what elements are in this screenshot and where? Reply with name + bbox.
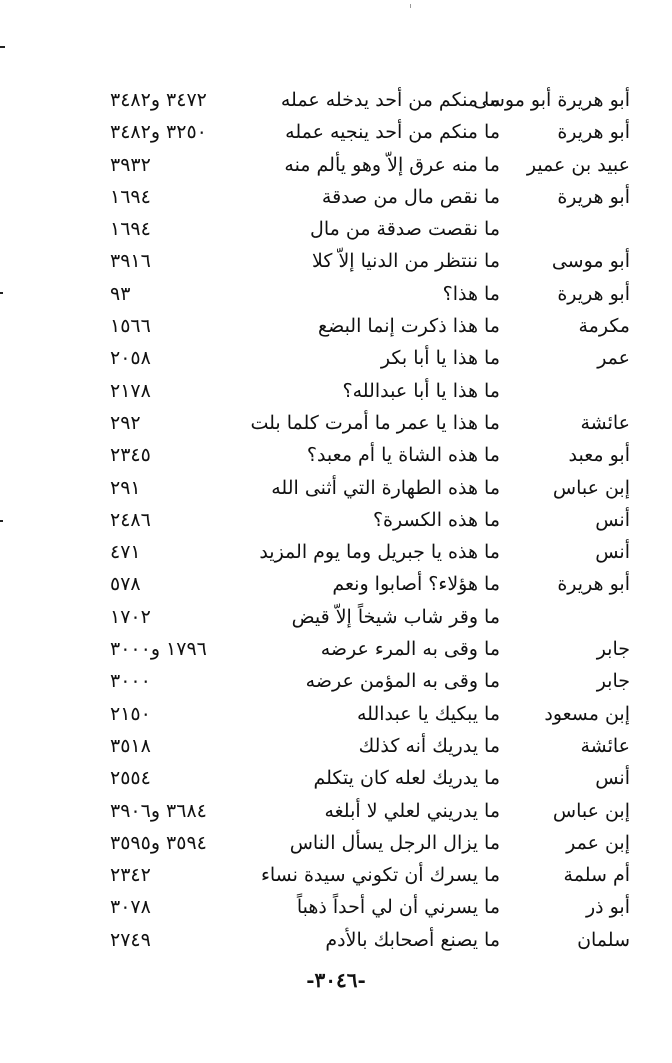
narrator-name: جابر	[596, 670, 630, 693]
hadith-incipit: ما هذه يا جبريل وما يوم المزيد	[259, 541, 500, 564]
index-row	[100, 407, 630, 439]
hadith-reference-number: ١٧٠٢	[110, 605, 151, 628]
narrator-name: جابر	[596, 638, 630, 661]
narrator-name: أنس	[595, 767, 630, 790]
hadith-incipit: ما يدريك لعله كان يتكلم	[313, 767, 500, 790]
hadith-reference-number: ٢١٥٠	[110, 702, 151, 725]
hadith-incipit: ما هذا يا أبا عبدالله؟	[342, 379, 500, 402]
hadith-incipit: ما يصنع أصحابك بالأدم	[325, 928, 500, 951]
index-row	[100, 84, 630, 116]
narrator-name: إبن مسعود	[544, 702, 630, 725]
hadith-incipit: ما يدريني لعلي لا أبلغه	[324, 799, 500, 822]
hadith-reference-number: ٢٩١	[110, 476, 141, 499]
hadith-reference-number: ٣٢٥٠ و٣٤٨٢	[110, 121, 207, 144]
index-row	[100, 924, 630, 956]
hadith-reference-number: ٣٥١٨	[110, 734, 151, 757]
page-number: -٣٠٤٦-	[306, 968, 366, 992]
narrator-name: أبو هريرة	[557, 185, 630, 208]
hadith-incipit: ما هذا يا عمر ما أمرت كلما بلت	[250, 411, 500, 434]
hadith-incipit: ما هذا يا أبا بكر	[380, 347, 500, 370]
hadith-incipit: ما نقص مال من صدقة	[321, 185, 500, 208]
narrator-name: أبو ذر	[585, 896, 630, 919]
hadith-reference-number: ٥٧٨	[110, 573, 141, 596]
narrator-name: أبو هريرة	[557, 282, 630, 305]
index-row	[100, 827, 630, 859]
hadith-incipit: ما هذا؟	[442, 282, 500, 305]
narrator-name: إبن عباس	[552, 799, 630, 822]
hadith-reference-number: ٢٥٥٤	[110, 767, 151, 790]
narrator-name: أم سلمة	[563, 864, 630, 887]
scan-edge-mark	[0, 46, 5, 48]
hadith-reference-number: ٣٦٨٤ و٣٩٠٦	[110, 799, 207, 822]
hadith-reference-number: ٣٩٣٢	[110, 153, 151, 176]
index-row	[100, 891, 630, 923]
hadith-reference-number: ٢٩٢	[110, 411, 141, 434]
index-row	[100, 504, 630, 536]
hadith-reference-number: ٢٧٤٩	[110, 928, 151, 951]
narrator-name: أنس	[595, 508, 630, 531]
hadith-reference-number: ٣٠٠٠	[110, 670, 151, 693]
narrator-name: عائشة	[580, 411, 630, 434]
hadith-incipit: ما هذه الشاة يا أم معبد؟	[306, 444, 500, 467]
hadith-incipit: ما يبكيك يا عبدالله	[356, 702, 500, 725]
hadith-reference-number: ٣٩١٦	[110, 250, 151, 273]
narrator-name: أبو موسى	[551, 250, 630, 273]
hadith-incipit: ما يسرك أن تكوني سيدة نساء	[260, 864, 500, 887]
hadith-incipit: ما نقصت صدقة من مال	[310, 218, 500, 241]
index-row	[100, 213, 630, 245]
index-row	[100, 310, 630, 342]
hadith-reference-number: ٩٣	[110, 282, 131, 305]
scan-edge-mark	[410, 4, 411, 8]
hadith-reference-number: ٢٣٤٥	[110, 444, 151, 467]
hadith-reference-number: ٢٤٨٦	[110, 508, 151, 531]
hadith-incipit: ما هذه الطهارة التي أثنى الله	[271, 476, 500, 499]
index-row	[100, 375, 630, 407]
narrator-name: أبو هريرة	[557, 573, 630, 596]
hadith-reference-number: ١٥٦٦	[110, 315, 151, 338]
narrator-name: عمر	[597, 347, 630, 370]
hadith-reference-number: ٣٥٩٤ و٣٥٩٥	[110, 831, 207, 854]
hadith-incipit: ما يسرني أن لي أحداً ذهباً	[296, 896, 500, 919]
index-row	[100, 795, 630, 827]
index-row	[100, 181, 630, 213]
index-row	[100, 859, 630, 891]
index-row	[100, 665, 630, 697]
index-row	[100, 342, 630, 374]
hadith-index-table	[100, 84, 630, 956]
index-row	[100, 472, 630, 504]
hadith-incipit: ما ننتظر من الدنيا إلاّ كلا	[312, 250, 500, 273]
hadith-incipit: ما هذه الكسرة؟	[372, 508, 500, 531]
hadith-incipit: ما يزال الرجل يسأل الناس	[289, 831, 500, 854]
hadith-incipit: ما منكم من أحد ينجيه عمله	[285, 121, 500, 144]
hadith-reference-number: ٢١٧٨	[110, 379, 151, 402]
index-row	[100, 116, 630, 148]
narrator-name: سلمان	[577, 928, 630, 951]
hadith-reference-number: ١٦٩٤	[110, 185, 151, 208]
index-row	[100, 439, 630, 471]
narrator-name: أبو هريرة	[557, 121, 630, 144]
hadith-incipit: ما منكم من أحد يدخله عمله	[280, 89, 500, 111]
hadith-incipit: ما يدريك أنه كذلك	[358, 734, 500, 757]
index-row	[100, 633, 630, 665]
index-row	[100, 730, 630, 762]
hadith-reference-number: ٢٣٤٢	[110, 864, 151, 887]
index-row	[100, 278, 630, 310]
hadith-incipit: ما وقى به المؤمن عرضه	[305, 670, 500, 693]
narrator-name: إبن عباس	[552, 476, 630, 499]
narrator-name: مكرمة	[578, 315, 630, 338]
index-row	[100, 601, 630, 633]
index-row	[100, 536, 630, 568]
narrator-name: أبو هريرة أبو موسى	[473, 89, 630, 111]
scan-edge-mark	[0, 292, 3, 294]
hadith-incipit: ما هؤلاء؟ أصابوا ونعم	[332, 573, 500, 596]
hadith-reference-number: ١٧٩٦ و٣٠٠٠	[110, 638, 207, 661]
hadith-incipit: ما هذا ذكرت إنما البضع	[317, 315, 500, 338]
narrator-name: إبن عمر	[566, 831, 630, 854]
hadith-reference-number: ٢٠٥٨	[110, 347, 151, 370]
hadith-reference-number: ٣٤٧٢ و٣٤٨٢	[110, 89, 207, 111]
index-row	[100, 698, 630, 730]
narrator-name: عبيد بن عمير	[526, 153, 630, 176]
hadith-incipit: ما منه عرق إلاّ وهو يألم منه	[284, 153, 500, 176]
index-row	[100, 245, 630, 277]
index-row	[100, 568, 630, 600]
narrator-name: أنس	[595, 541, 630, 564]
index-row	[100, 762, 630, 794]
hadith-reference-number: ٤٧١	[110, 541, 141, 564]
narrator-name: عائشة	[580, 734, 630, 757]
scan-edge-mark	[0, 520, 3, 522]
hadith-reference-number: ١٦٩٤	[110, 218, 151, 241]
hadith-incipit: ما وقر شاب شيخاً إلاّ قيض	[291, 605, 500, 628]
hadith-incipit: ما وقى به المرء عرضه	[320, 638, 500, 661]
index-row	[100, 149, 630, 181]
narrator-name: أبو معبد	[568, 444, 630, 467]
hadith-reference-number: ٣٠٧٨	[110, 896, 151, 919]
